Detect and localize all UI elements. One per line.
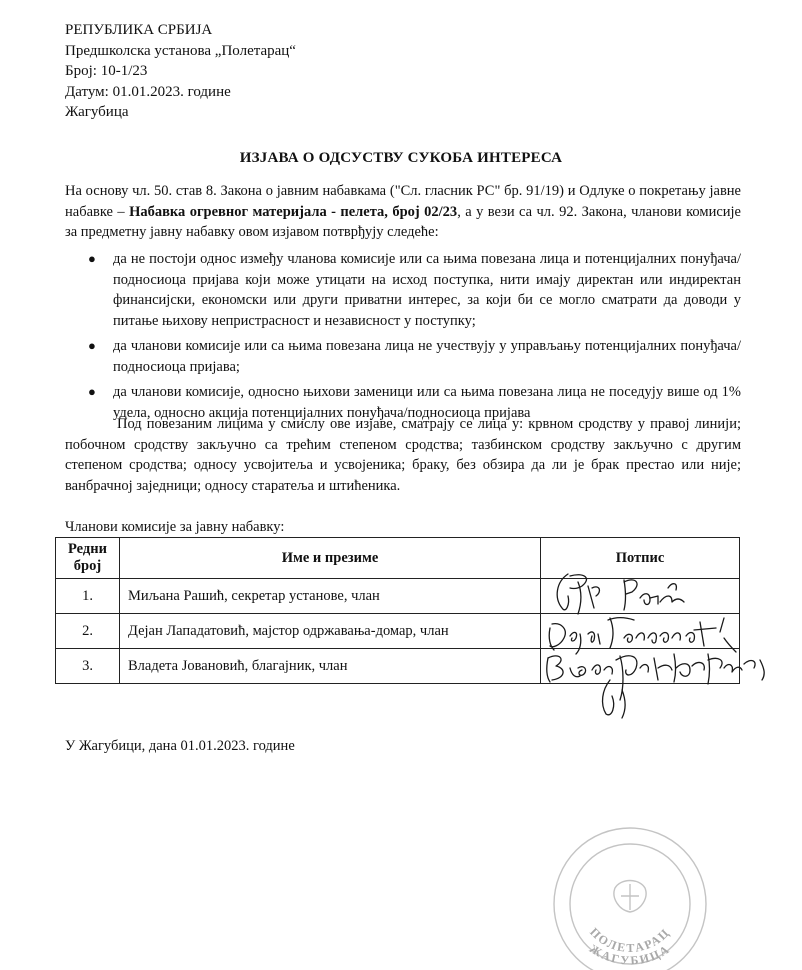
list-item-text: да чланови комисије, односно њихови заменици или са њима повезана лица не поседују више од 1% удела, односно акција потенцијалних понуђача/подносиоца пријава	[113, 384, 741, 421]
document-title: ИЗЈАВА О ОДСУСТВУ СУКОБА ИНТЕРЕСА	[239, 150, 563, 166]
row-name: Миљана Рашић, секретар установе, члан	[120, 579, 541, 614]
list-item	[82, 249, 741, 331]
signature-cell	[541, 614, 740, 649]
declaration-list	[82, 249, 741, 428]
stamp-text-inner: ПОЛЕТАРАЦ	[587, 924, 673, 955]
document-header	[65, 20, 296, 123]
intro-text-part2: , а у вези са чл. 92. Закона, чланови комисије за предметну јавну набавку овом изјавом потврђују следеће:	[65, 203, 741, 240]
list-item-text: да не постоји однос између чланова комисије или са њима повезана лица и потенцијалних понуђача/подносиоца пријава који може утицати на исход поступка, нити имају директан или индиректан финансијски, економски или други приватни интерес, за који би се могло сматрати да доводи у питање њихову непристрасност и независност у поступку;	[113, 251, 741, 329]
row-num: 3.	[56, 649, 120, 684]
intro-procurement-name: Набавка огревног материјала - пелета, број 02/23	[129, 203, 458, 220]
intro-text-part1: На основу чл. 50. став 8. Закона о јавним набавкама ("Сл. гласник РС" бр. 91/19) и Одлуке о покретању јавне набавке –	[65, 183, 741, 220]
header-num-label: Редни број	[68, 541, 107, 574]
header-country: РЕПУБЛИКА СРБИЈА	[65, 22, 213, 38]
signature-cell	[541, 579, 740, 614]
header-number: Број: 10-1/23	[65, 63, 148, 79]
members-table	[55, 537, 740, 684]
row-name: Владета Јовановић, благајник, члан	[120, 649, 541, 684]
table-header-row	[56, 538, 740, 579]
intro-paragraph	[65, 181, 741, 243]
list-item	[82, 336, 741, 377]
table-row	[56, 579, 740, 614]
row-name: Дејан Лападатовић, мајстор одржавања-домар, члан	[120, 614, 541, 649]
header-num	[56, 538, 120, 579]
stamp-seal	[545, 818, 715, 970]
header-signature: Потпис	[541, 538, 740, 579]
table-row	[56, 614, 740, 649]
header-place: Жагубица	[65, 104, 129, 120]
header-date: Датум: 01.01.2023. године	[65, 83, 231, 100]
table-row	[56, 649, 740, 684]
bullet-icon: ●	[88, 251, 96, 266]
related-persons-paragraph: Под повезаним лицима у смислу ове изјаве, сматрају се лица у: крвном сродству у правој линији; побочном сродству закључно са трећим степеном сродства; тазбинском сродству закључно с другим степеном сродства; односу усвојитеља и усвојеника; браку, без обзира да ли је брак престао или није; ванбрачној заједници; односу старатеља и штићеника.	[65, 416, 741, 494]
header-institution: Предшколска установа „Полетарац“	[65, 42, 296, 59]
row-num: 2.	[56, 614, 120, 649]
signature-cell	[541, 649, 740, 684]
stamp-text-outer: ЖАГУБИЦА	[587, 941, 673, 968]
bullet-icon: ●	[88, 384, 96, 399]
footer-place-date: У Жагубици, дана 01.01.2023. године	[65, 738, 295, 754]
row-num: 1.	[56, 579, 120, 614]
list-item-text: да чланови комисије или са њима повезана лица не учествују у управљању потенцијалних понуђача/подносиоца пријава;	[113, 338, 741, 375]
header-name: Име и презиме	[120, 538, 541, 579]
members-label: Чланови комисије за јавну набавку:	[65, 519, 285, 535]
bullet-icon: ●	[88, 338, 96, 353]
